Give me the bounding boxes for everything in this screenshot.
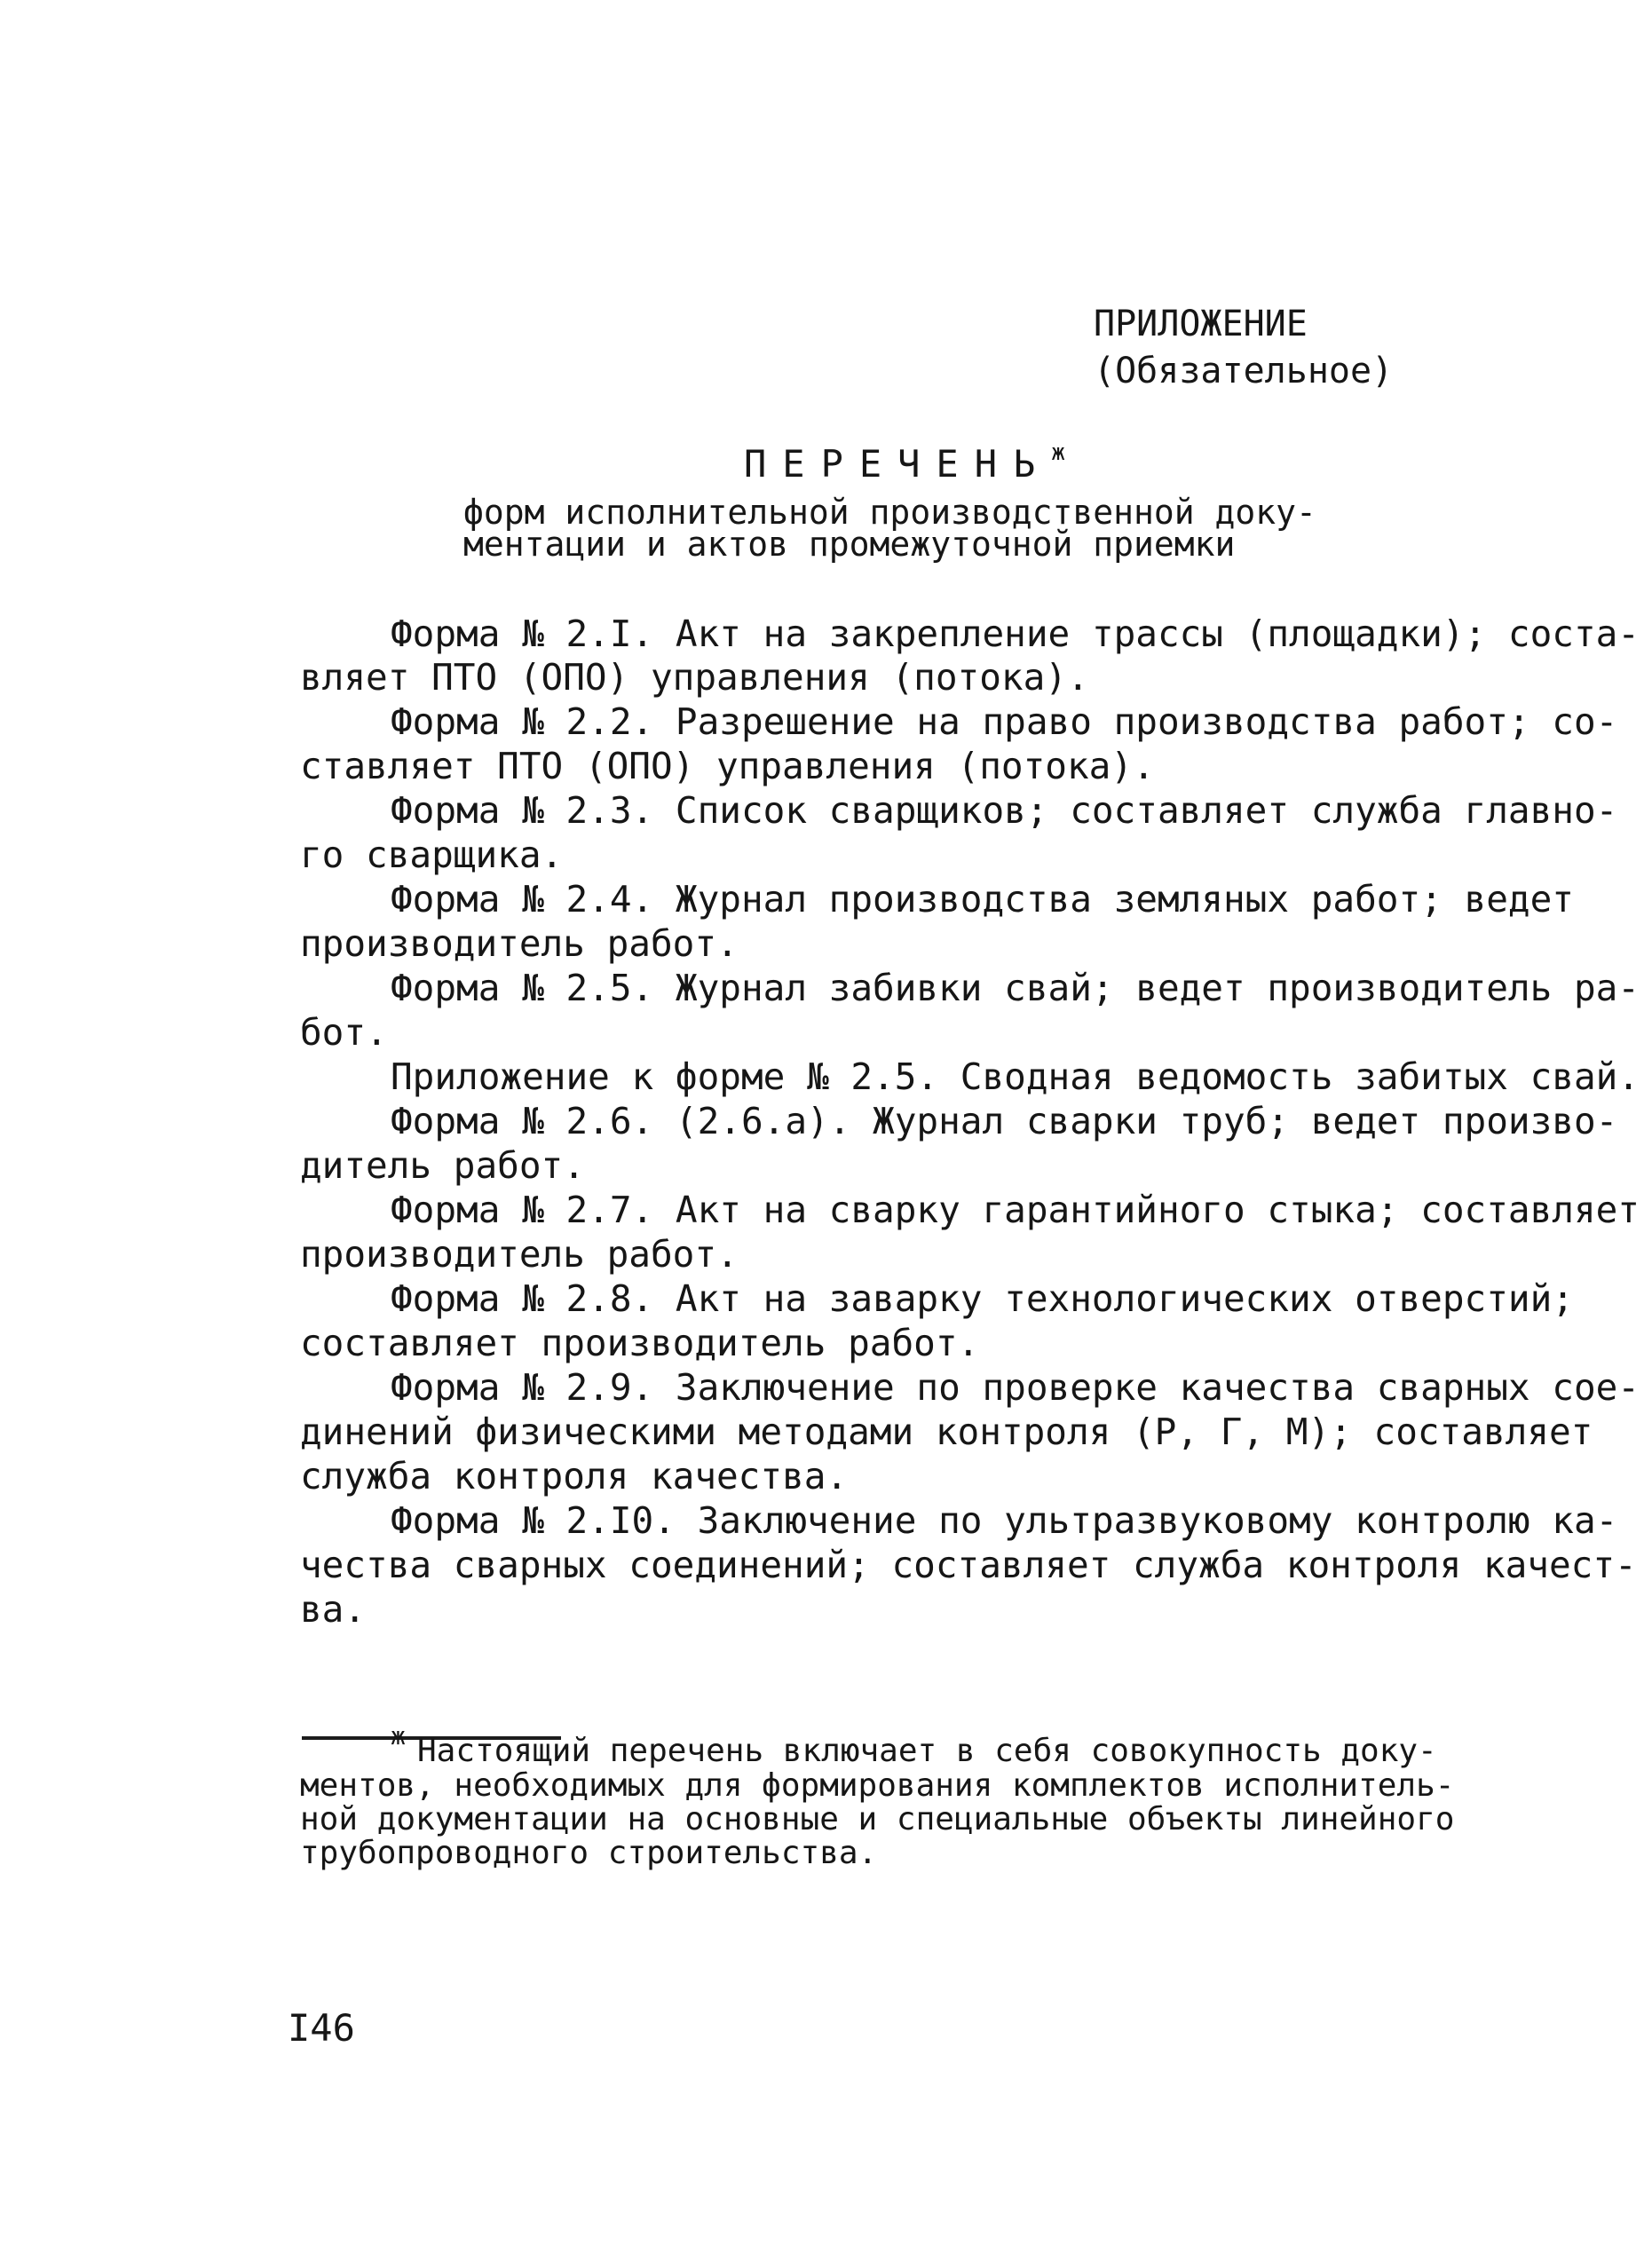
footnote-line: трубопроводного строительства. — [300, 1835, 878, 1871]
title-text: ПЕРЕЧЕНЬ — [744, 442, 1052, 486]
item-line: го сварщика. — [300, 834, 564, 876]
item-line: Форма № 2.7. Акт на сварку гарантийного стыка; составляет — [391, 1189, 1640, 1231]
item-line: Форма № 2.5. Журнал забивки свай; ведет производитель ра- — [391, 967, 1640, 1009]
page-number: I46 — [288, 2006, 355, 2050]
item-line: Форма № 2.2. Разрешение на право производства работ; со- — [391, 700, 1618, 743]
item-line: производитель работ. — [300, 1233, 739, 1276]
footnote-line: ной документации на основные и специальные объекты линейного — [300, 1801, 1455, 1837]
item-line: дитель работ. — [300, 1144, 585, 1187]
item-line: Приложение к форме № 2.5. Сводная ведомость забитых свай. — [391, 1055, 1640, 1098]
item-line: Форма № 2.4. Журнал производства земляных работ; ведет — [391, 878, 1574, 921]
footnote-line: Настоящий перечень включает в себя совокупность доку- — [417, 1733, 1437, 1769]
item-line: бот. — [300, 1011, 388, 1054]
appendix-label: ПРИЛОЖЕНИЕ — [1094, 304, 1308, 344]
subtitle-line: форм исполнительной производственной доку- — [463, 493, 1316, 532]
item-line: Форма № 2.8. Акт на заварку технологических отверстий; — [391, 1277, 1574, 1320]
item-line: составляет производитель работ. — [300, 1322, 980, 1364]
footnote-marker: ж — [391, 1721, 406, 1750]
item-line: чества сварных соединений; составляет служба контроля качест- — [300, 1544, 1637, 1586]
item-line: Форма № 2.6. (2.6.а). Журнал сварки труб; ведет произво- — [391, 1100, 1618, 1142]
item-line: Форма № 2.3. Список сварщиков; составляет служба главно- — [391, 789, 1618, 832]
document-title — [744, 439, 1065, 486]
item-line: Форма № 2.9. Заключение по проверке качества сварных сое- — [391, 1366, 1640, 1409]
item-line: производитель работ. — [300, 922, 739, 965]
subtitle-line: ментации и актов промежуточной приемки — [463, 525, 1236, 564]
item-line: Форма № 2.I. Акт на закрепление трассы (площадки); соста- — [391, 612, 1640, 655]
footnote-line: ментов, необходимых для формирования комплектов исполнитель- — [300, 1767, 1455, 1804]
item-line: ставляет ПТО (ОПО) управления (потока). — [300, 745, 1155, 787]
appendix-type: (Обязательное) — [1094, 351, 1394, 391]
item-line: ва. — [300, 1588, 367, 1631]
item-line: Форма № 2.I0. Заключение по ультразвуковому контролю ка- — [391, 1499, 1618, 1542]
item-line: служба контроля качества. — [300, 1455, 849, 1498]
item-line: вляет ПТО (ОПО) управления (потока). — [300, 656, 1089, 699]
title-footnote-marker: ж — [1051, 439, 1065, 466]
item-line: динений физическими методами контроля (Р, Г, М); составляет — [300, 1411, 1593, 1453]
